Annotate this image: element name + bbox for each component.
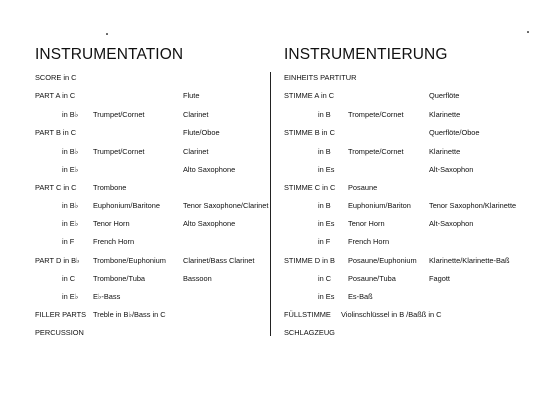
row-label: PART D in B♭: [35, 256, 80, 265]
row-instrument-2: Alt-Saxophon: [429, 219, 474, 228]
row-label: in B: [318, 201, 331, 210]
row-label: in Es: [318, 165, 335, 174]
row-instrument-2: Klarinette: [429, 147, 461, 156]
row-instrument-2: Querflöte: [429, 91, 460, 100]
row-label: in E♭: [62, 165, 79, 174]
row-instrument-1: Tenor Horn: [348, 219, 385, 228]
row-label: SCHLAGZEUG: [284, 328, 335, 337]
row-instrument-1: Trompete/Cornet: [348, 147, 404, 156]
row-label: PART B in C: [35, 128, 77, 137]
row-label: in B: [318, 110, 331, 119]
row-label: in E♭: [62, 292, 79, 301]
row-label: in Es: [318, 219, 335, 228]
row-instrument-1: Trombone/Euphonium: [93, 256, 166, 265]
row-instrument-2: Bassoon: [183, 274, 212, 283]
row-label: FÜLLSTIMME: [284, 310, 331, 319]
row-instrument-1: Treble in B♭/Bass in C: [93, 310, 166, 319]
row-label: in F: [62, 237, 75, 246]
row-label: in B♭: [62, 201, 79, 210]
scan-speck: [527, 31, 529, 33]
page-title-german: INSTRUMENTIERUNG: [284, 46, 448, 63]
row-instrument-1: Trombone: [93, 183, 127, 192]
row-instrument-1: Violinschlüssel in B /Baßß in C: [341, 310, 442, 319]
row-instrument-2: Alto Saxophone: [183, 219, 236, 228]
row-label: PART C in C: [35, 183, 77, 192]
row-label: EINHEITS PARTITUR: [284, 73, 357, 82]
row-instrument-1: Trumpet/Cornet: [93, 110, 145, 119]
row-label: in E♭: [62, 219, 79, 228]
row-label: in C: [318, 274, 332, 283]
row-label: STIMME B in C: [284, 128, 335, 137]
row-instrument-2: Flute: [183, 91, 200, 100]
page-title-english: INSTRUMENTATION: [35, 46, 184, 63]
row-instrument-2: Fagott: [429, 274, 450, 283]
row-label: PART A in C: [35, 91, 76, 100]
row-instrument-2: Flute/Oboe: [183, 128, 220, 137]
row-instrument-2: Klarinette/Klarinette-Baß: [429, 256, 510, 265]
row-instrument-1: French Horn: [93, 237, 135, 246]
row-label: STIMME D in B: [284, 256, 335, 265]
row-instrument-2: Klarinette: [429, 110, 461, 119]
row-instrument-1: Tenor Horn: [93, 219, 130, 228]
row-label: FILLER PARTS: [35, 310, 87, 319]
row-instrument-1: Posaune/Euphonium: [348, 256, 417, 265]
row-instrument-1: French Horn: [348, 237, 390, 246]
row-label: in B♭: [62, 147, 79, 156]
row-instrument-1: Es-Baß: [348, 292, 373, 301]
row-label: in F: [318, 237, 331, 246]
row-instrument-1: Trumpet/Cornet: [93, 147, 145, 156]
row-label: SCORE in C: [35, 73, 77, 82]
row-instrument-1: Posaune/Tuba: [348, 274, 396, 283]
row-label: STIMME A in C: [284, 91, 335, 100]
row-instrument-2: Clarinet: [183, 147, 209, 156]
row-label: in Es: [318, 292, 335, 301]
row-instrument-1: E♭-Bass: [93, 292, 121, 301]
row-label: STIMME C in C: [284, 183, 336, 192]
row-instrument-2: Alto Saxophone: [183, 165, 236, 174]
row-instrument-2: Clarinet: [183, 110, 209, 119]
row-instrument-2: Clarinet/Bass Clarinet: [183, 256, 255, 265]
row-label: in B♭: [62, 110, 79, 119]
scan-speck: [106, 33, 108, 35]
row-instrument-1: Trompete/Cornet: [348, 110, 404, 119]
row-instrument-1: Euphonium/Baritone: [93, 201, 160, 210]
row-instrument-1: Posaune: [348, 183, 378, 192]
row-label: in B: [318, 147, 331, 156]
row-label: PERCUSSION: [35, 328, 84, 337]
row-instrument-2: Querflöte/Oboe: [429, 128, 480, 137]
row-instrument-2: Tenor Saxophone/Clarinet: [183, 201, 269, 210]
row-instrument-1: Trombone/Tuba: [93, 274, 146, 283]
row-instrument-1: Euphonium/Bariton: [348, 201, 411, 210]
row-instrument-2: Alt-Saxophon: [429, 165, 474, 174]
row-label: in C: [62, 274, 76, 283]
column-divider: [270, 72, 271, 336]
row-instrument-2: Tenor Saxophon/Klarinette: [429, 201, 517, 210]
